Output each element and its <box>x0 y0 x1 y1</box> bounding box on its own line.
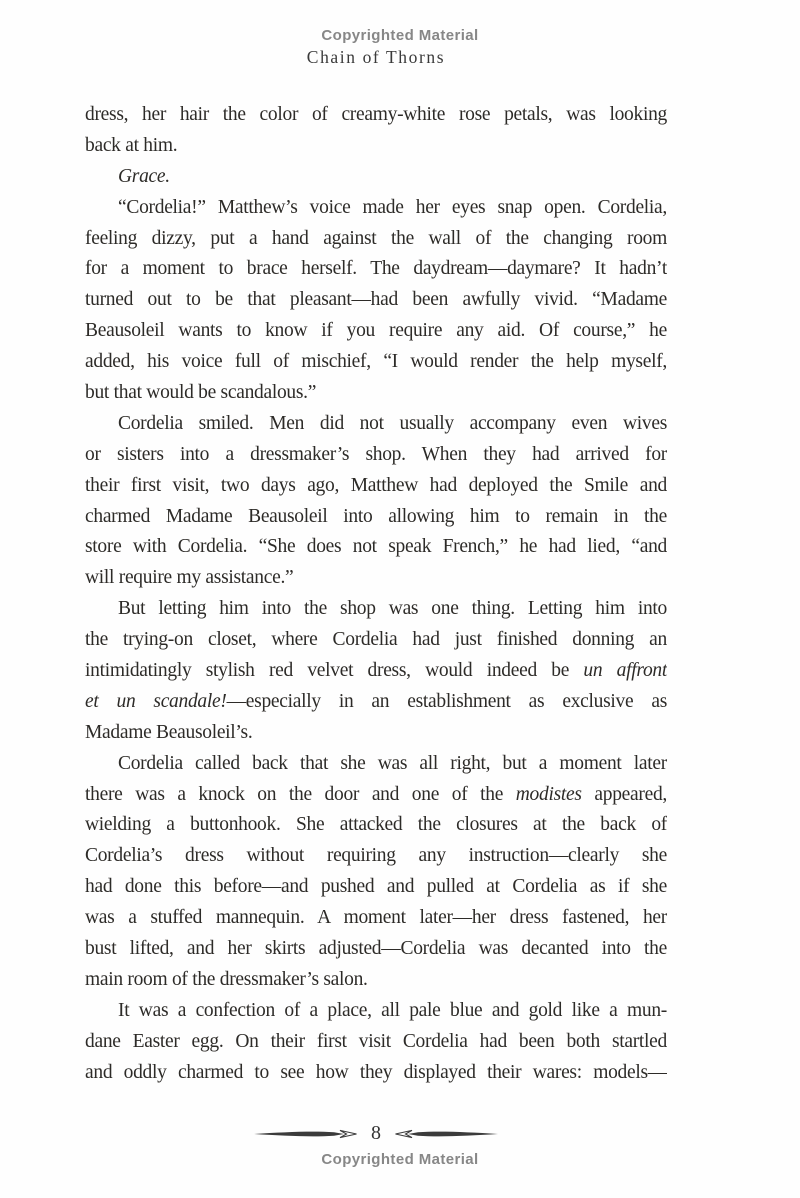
text-segment: store with Cordelia. “She does not speak French,” he had lied, “and <box>85 536 667 558</box>
body-line <box>85 193 667 224</box>
page-body <box>85 100 667 1089</box>
paragraph <box>85 162 667 193</box>
text-segment: —especially in an establishment as exclusive as <box>226 690 667 712</box>
body-line <box>85 409 667 440</box>
paragraph <box>85 996 667 1089</box>
text-segment: appeared, <box>581 783 667 805</box>
text-segment: Cordelia’s dress without requiring any instruction—clearly she <box>85 845 667 867</box>
body-line <box>85 100 667 131</box>
body-line <box>85 162 667 193</box>
text-segment: but that would be scandalous.” <box>85 382 317 404</box>
body-line <box>85 131 667 162</box>
text-segment: added, his voice full of mischief, “I would render the help myself, <box>85 351 667 373</box>
body-line <box>85 502 667 533</box>
body-line <box>85 1027 667 1058</box>
paragraph <box>85 749 667 996</box>
text-segment: Beausoleil wants to know if you require any aid. Of course,” he <box>85 320 667 342</box>
text-segment: turned out to be that pleasant—had been awfully vivid. “Madame <box>85 289 667 311</box>
page-footer <box>85 1122 667 1146</box>
body-line <box>85 810 667 841</box>
text-segment: “Cordelia!” Matthew’s voice made her eyes snap open. Cordelia, <box>118 196 667 218</box>
text-segment: the trying-on closet, where Cordelia had just finished donning an <box>85 629 667 651</box>
italic-segment: Grace. <box>118 165 170 187</box>
body-line <box>85 903 667 934</box>
body-line <box>85 532 667 563</box>
text-segment: Madame Beausoleil’s. <box>85 721 253 743</box>
text-segment: back at him. <box>85 134 178 156</box>
text-segment: Cordelia called back that she was all right, but a moment later <box>118 752 667 774</box>
text-segment: for a moment to brace herself. The daydream—daymare? It hadn’t <box>85 258 667 280</box>
paragraph <box>85 100 667 162</box>
body-line <box>85 872 667 903</box>
left-arrow-ornament <box>254 1127 358 1141</box>
body-line <box>85 347 667 378</box>
text-segment: had done this before—and pushed and pulled at Cordelia as if she <box>85 876 667 898</box>
text-segment: But letting him into the shop was one thing. Letting him into <box>118 598 667 620</box>
paragraph <box>85 193 667 409</box>
text-segment: main room of the dressmaker’s salon. <box>85 968 368 990</box>
body-line <box>85 718 667 749</box>
text-segment: charmed Madame Beausoleil into allowing him to remain in the <box>85 505 667 527</box>
body-line <box>85 471 667 502</box>
body-line <box>85 440 667 471</box>
body-line <box>85 965 667 996</box>
body-line <box>85 749 667 780</box>
text-segment: will require my assistance.” <box>85 567 294 589</box>
text-segment: intimidatingly stylish red velvet dress, would indeed be <box>85 660 584 682</box>
italic-segment: et un scandale! <box>85 690 227 712</box>
body-line <box>85 780 667 811</box>
text-segment: there was a knock on the door and one of the <box>85 783 516 805</box>
body-line <box>85 841 667 872</box>
right-arrow-ornament <box>394 1127 498 1141</box>
paragraph <box>85 409 667 594</box>
paragraph <box>85 594 667 748</box>
body-line <box>85 934 667 965</box>
body-line <box>85 996 667 1027</box>
body-line <box>85 316 667 347</box>
body-line <box>85 687 667 718</box>
text-segment: It was a confection of a place, all pale blue and gold like a mun- <box>118 999 667 1021</box>
copyright-notice-top: Copyrighted Material <box>321 27 479 44</box>
text-segment: or sisters into a dressmaker’s shop. When they had arrived for <box>85 443 667 465</box>
copyright-notice-bottom: Copyrighted Material <box>321 1151 479 1168</box>
text-segment: Cordelia smiled. Men did not usually accompany even wives <box>118 412 667 434</box>
text-segment: dane Easter egg. On their first visit Cordelia had been both startled <box>85 1030 667 1052</box>
body-line <box>85 378 667 409</box>
body-line <box>85 594 667 625</box>
body-line <box>85 254 667 285</box>
italic-segment: modistes <box>515 783 582 805</box>
text-segment: bust lifted, and her skirts adjusted—Cordelia was decanted into the <box>85 938 667 960</box>
body-line <box>85 285 667 316</box>
body-line <box>85 224 667 255</box>
body-line <box>85 625 667 656</box>
text-segment: wielding a buttonhook. She attacked the closures at the back of <box>85 814 667 836</box>
running-header-title: Chain of Thorns <box>306 47 446 67</box>
text-segment: was a stuffed mannequin. A moment later—her dress fastened, her <box>85 907 667 929</box>
text-segment: their first visit, two days ago, Matthew had deployed the Smile and <box>85 474 667 496</box>
text-segment: feeling dizzy, put a hand against the wall of the changing room <box>85 227 667 249</box>
page-number: 8 <box>371 1122 381 1144</box>
body-line <box>85 1058 667 1089</box>
text-segment: and oddly charmed to see how they displayed their wares: models— <box>85 1061 667 1083</box>
italic-segment: un affront <box>583 660 667 682</box>
text-segment: dress, her hair the color of creamy-white rose petals, was looking <box>85 104 667 125</box>
body-line <box>85 656 667 687</box>
body-line <box>85 563 667 594</box>
